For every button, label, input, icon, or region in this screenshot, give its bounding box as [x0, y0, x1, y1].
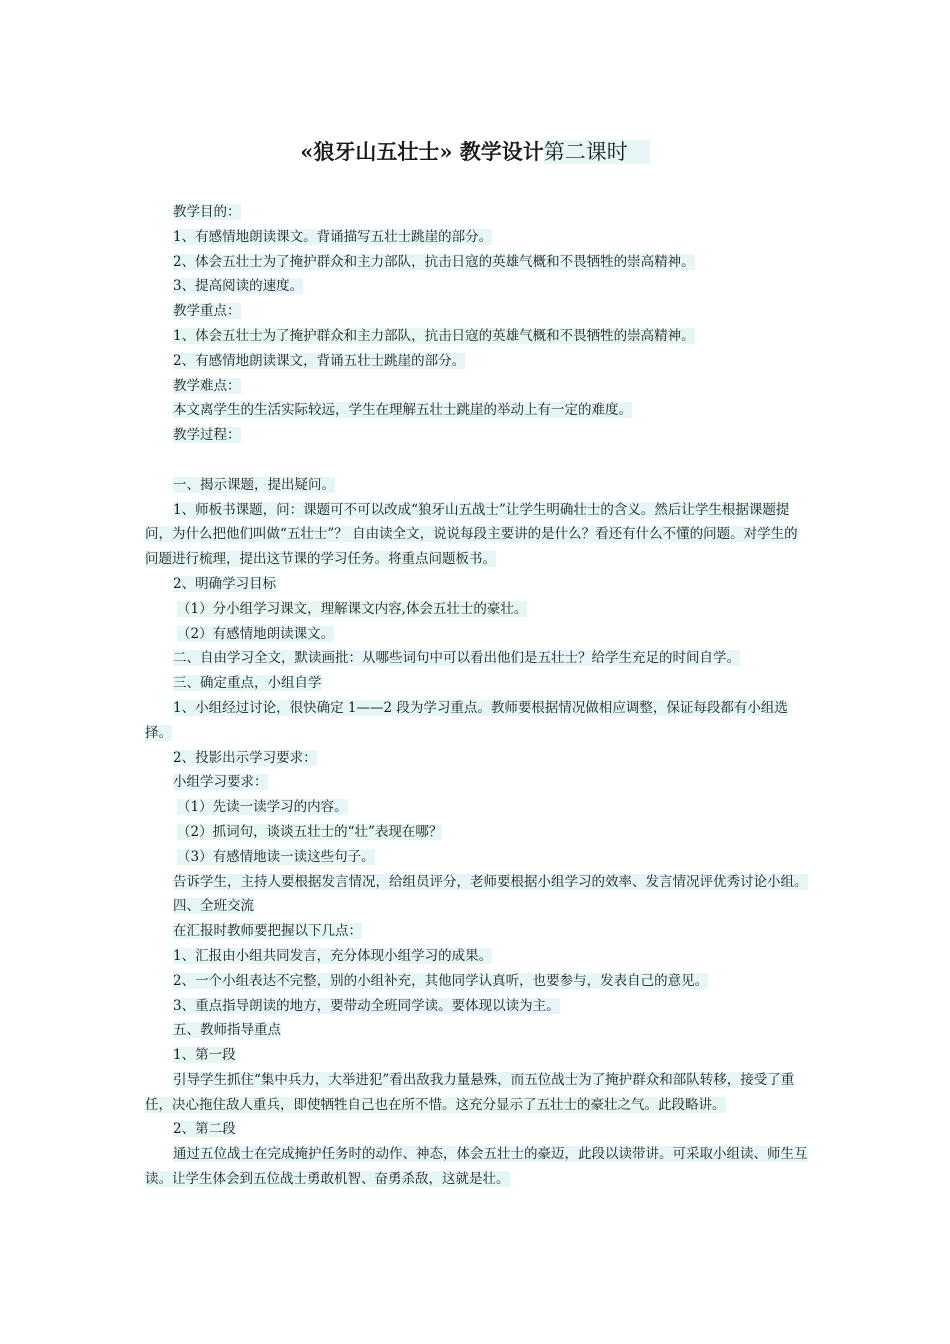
goal-item: 2、体会五壮士为了掩护群众和主力部队，抗击日寇的英雄气概和不畏牺牲的崇高精神。	[173, 253, 695, 270]
process-subitem: （3）有感情地读一读这些句子。	[177, 848, 375, 865]
process-paragraph: 2、明确学习目标	[173, 575, 277, 592]
process-paragraph: 告诉学生，主持人要根据发言情况，给组员评分，老师要根据小组学习的效率、发言情况评优秀讨论小组。	[173, 873, 808, 890]
key-point-item: 1、体会五壮士为了掩护群众和主力部队，抗击日寇的英雄气概和不畏牺牲的崇高精神。	[173, 327, 695, 344]
process-paragraph: 通过五位战士在完成掩护任务时的动作、神态，体会五壮士的豪迈，此段以读带讲。可采取小组读、师生互读。让学生体会到五位战士勇敢机智、奋勇杀敌，这就是壮。	[145, 1146, 808, 1188]
process-step-heading: 四、全班交流	[173, 898, 254, 915]
process-subitem: （2）抓词句，谈谈五壮士的“壮”表现在哪？	[177, 823, 443, 840]
process-paragraph: 1、小组经过讨论，很快确定 1——2 段为学习重点。教师要根据情况做相应调整，保证每段都有小组选择。	[145, 699, 788, 741]
process-paragraph: 在汇报时教师要把握以下几点：	[173, 923, 362, 940]
process-step-heading: 二、自由学习全文，默读画批：从哪些词句中可以看出他们是五壮士？给学生充足的时间自学。	[173, 650, 740, 667]
process-paragraph: 2、第二段	[173, 1121, 236, 1138]
process-paragraph: 小组学习要求：	[173, 774, 268, 791]
section-heading-difficulty: 教学难点：	[173, 377, 241, 394]
process-paragraph: 2、一个小组表达不完整，别的小组补充，其他同学认真听，也要参与，发表自己的意见。	[173, 972, 709, 989]
section-heading-key-points: 教学重点：	[173, 303, 241, 320]
process-paragraph: 1、汇报由小组共同发言，充分体现小组学习的成果。	[173, 947, 493, 964]
title-main: «狼牙山五壮士» 教学设计	[300, 139, 544, 164]
goal-item: 1、有感情地朗读课文。背诵描写五壮士跳崖的部分。	[173, 228, 493, 245]
goal-item: 3、提高阅读的速度。	[173, 278, 304, 295]
difficulty-text: 本文离学生的生活实际较远，学生在理解五壮士跳崖的举动上有一定的难度。	[173, 402, 632, 419]
section-heading-goals: 教学目的：	[173, 204, 241, 220]
process-step-heading: 一、揭示课题，提出疑问。	[173, 476, 335, 493]
section-heading-process: 教学过程：	[173, 427, 241, 444]
process-paragraph: 3、重点指导朗读的地方，要带动全班同学读。要体现以读为主。	[173, 997, 560, 1014]
process-subitem: （1）分小组学习课文，理解课文内容,体会五壮士的豪壮。	[177, 600, 528, 617]
blank-line	[145, 448, 810, 473]
document-body	[145, 200, 810, 1192]
process-subitem: （1）先读一读学习的内容。	[177, 799, 348, 816]
title-lesson: 第二课时	[544, 140, 650, 164]
process-paragraph: 2、投影出示学习要求：	[173, 749, 317, 766]
process-subitem: （2）有感情地朗读课文。	[177, 625, 335, 642]
process-paragraph: 1、师板书课题，问：课题可不可以改成“狼牙山五战士”让学生明确壮士的含义。然后让学生根据课题提问，为什么把他们叫做“五壮士”？ 自由读全文，说说每段主要讲的是什么？看还有什么不懂的问题。对学生的问题进行梳理，提出这节课的学习任务。将重点问题板书。	[145, 501, 798, 568]
document-title	[0, 136, 950, 166]
process-step-heading: 三、确定重点，小组自学	[173, 675, 322, 692]
process-step-heading: 五、教师指导重点	[173, 1022, 281, 1039]
key-point-item: 2、有感情地朗读课文，背诵五壮士跳崖的部分。	[173, 352, 466, 369]
process-paragraph: 1、第一段	[173, 1047, 236, 1064]
process-paragraph: 引导学生抓住“集中兵力，大举进犯”看出敌我力量悬殊，而五位战士为了掩护群众和部队转移，接受了重任，决心拖住敌人重兵，即使牺牲自己也在所不惜。这充分显示了五壮士的豪壮之气。此段略讲。	[145, 1071, 795, 1113]
